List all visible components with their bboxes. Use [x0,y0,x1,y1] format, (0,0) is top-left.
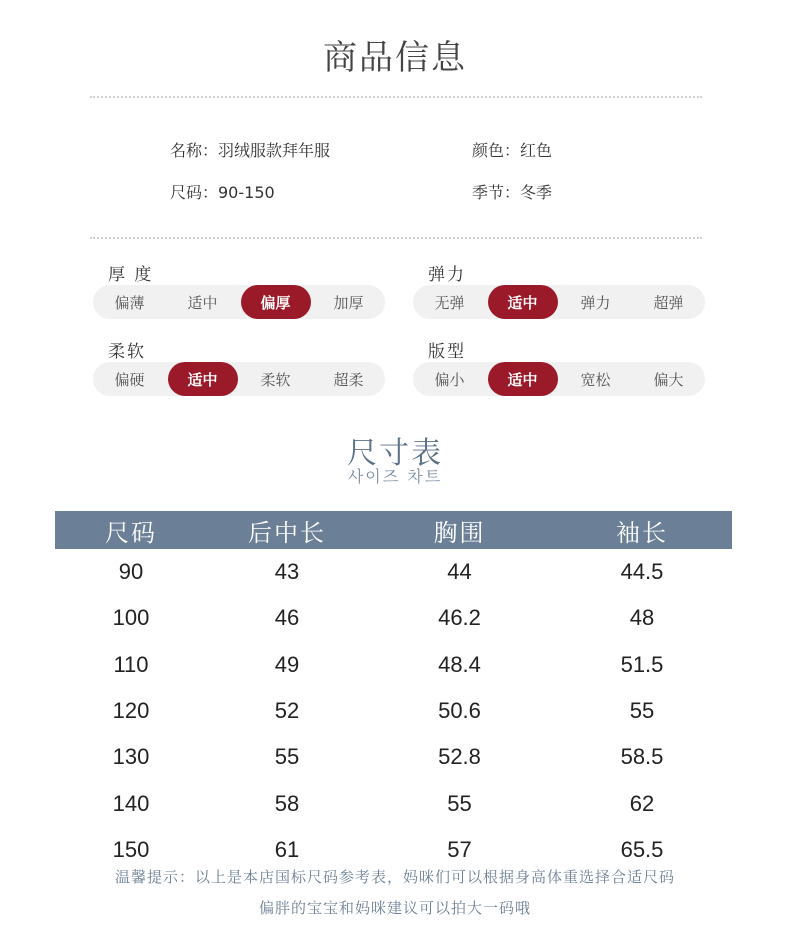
thickness-option: 适中 [187,293,218,312]
table-cell: 57 [447,836,472,862]
table-cell: 110 [113,651,149,677]
table-cell: 55 [447,790,472,816]
info-season: 季节：冬季 [472,183,553,202]
table-cell: 52.8 [438,744,481,770]
table-cell: 58.5 [620,744,664,770]
elasticity-option: 超弹 [653,293,684,312]
table-cell: 46 [274,605,300,631]
tip-line-1: 温馨提示：以上是本店国标尺码参考表，妈咪们可以根据身高体重选择合适尺码 [114,868,675,886]
table-cell: 120 [112,698,150,724]
tip-line-2: 偏胖的宝宝和妈咪建议可以拍大一码哦 [258,899,531,917]
softness-option: 柔软 [260,370,291,389]
thickness-option: 偏薄 [114,293,145,312]
table-cell: 44 [447,559,472,585]
header-sleeve: 袖长 [616,518,668,547]
table-cell: 150 [112,836,150,862]
table-cell: 90 [118,559,144,585]
divider-middle [90,237,702,239]
thickness-option: 加厚 [333,293,364,312]
table-cell: 100 [112,605,150,631]
table-cell: 130 [112,744,150,770]
header-chest: 胸围 [433,518,486,547]
fit-option: 偏大 [653,370,684,389]
elasticity-scale [413,285,705,319]
divider-top [90,96,702,98]
table-row [55,595,732,641]
elasticity-option-selected: 适中 [488,285,558,319]
table-cell: 44.5 [620,559,664,585]
info-name: 名称：羽绒服款拜年服 [170,141,331,160]
table-cell: 55 [274,744,300,770]
table-cell: 51.5 [620,651,664,677]
size-chart-subtitle: 사이즈 차트 [347,467,443,486]
softness-option: 超柔 [333,370,364,389]
fit-option-selected: 适中 [488,362,558,396]
table-cell: 62 [629,790,655,816]
table-cell: 140 [112,790,150,816]
table-cell: 50.6 [438,698,481,724]
table-cell: 52 [274,698,300,724]
table-cell: 46.2 [438,605,481,631]
softness-label: 柔软 [108,342,146,362]
elasticity-option: 弹力 [580,293,611,312]
elasticity-option: 无弹 [434,293,465,312]
table-row [55,642,732,688]
info-color: 颜色：红色 [472,141,553,160]
header-back-length: 后中长 [248,518,326,547]
fit-option: 偏小 [434,370,465,389]
table-cell: 55 [629,698,655,724]
elasticity-label: 弹力 [428,265,466,285]
thickness-option-selected: 偏厚 [241,285,311,319]
header-size: 尺码 [105,518,157,547]
table-cell: 48.4 [438,651,481,677]
fit-scale [413,362,705,396]
softness-option: 偏硬 [114,370,145,389]
table-cell: 49 [274,651,300,677]
table-cell: 65.5 [620,836,664,862]
size-chart-title: 尺寸表 [347,436,443,471]
table-cell: 48 [629,605,655,631]
size-table-header [55,511,732,549]
softness-scale [93,362,385,396]
fit-label: 版型 [428,342,466,362]
page-title: 商品信息 [323,38,467,78]
table-cell: 58 [274,790,300,816]
table-cell: 61 [274,836,300,862]
fit-option: 宽松 [580,370,611,389]
info-size: 尺码：90-150 [170,183,275,202]
thickness-scale [93,285,385,319]
thickness-label: 厚 度 [108,265,154,285]
table-row [55,734,732,780]
table-row [55,780,732,826]
table-row [55,688,732,734]
table-row [55,549,732,595]
softness-option-selected: 适中 [168,362,238,396]
size-table-body [55,549,732,873]
table-cell: 43 [274,559,300,585]
